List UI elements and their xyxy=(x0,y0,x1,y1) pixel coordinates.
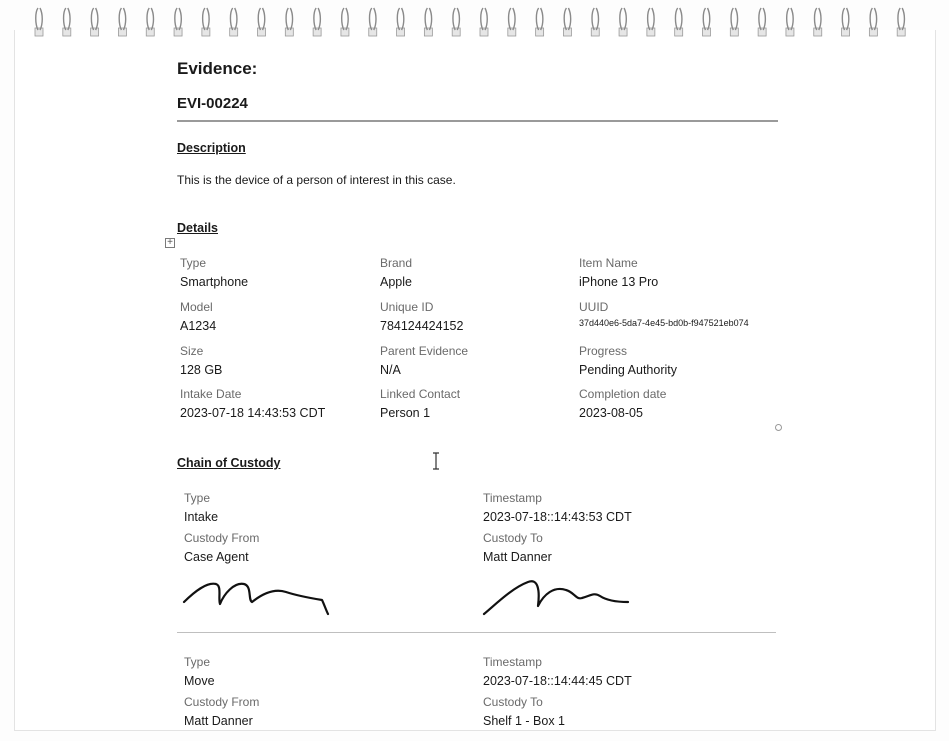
field-label: Item Name xyxy=(579,256,638,270)
field-value: Intake xyxy=(184,510,219,524)
binding-ring-icon xyxy=(563,8,571,36)
field-value: Smartphone xyxy=(180,275,249,289)
binding-ring-icon xyxy=(508,8,516,36)
field-label: Parent Evidence xyxy=(380,344,469,358)
detail-brand xyxy=(380,256,580,290)
field-value: 128 GB xyxy=(180,363,223,377)
field-value: 784124424152 xyxy=(380,319,464,333)
description-heading: Description xyxy=(177,141,246,155)
field-label: Custody From xyxy=(184,531,260,545)
detail-completion-date xyxy=(579,387,779,421)
binding-ring-icon xyxy=(480,8,488,36)
binding-ring-icon xyxy=(397,8,405,36)
field-label: Timestamp xyxy=(483,491,542,505)
document-header xyxy=(177,58,777,122)
evidence-label: Evidence: xyxy=(177,59,258,78)
field-label: Unique ID xyxy=(380,300,434,314)
binding-ring-icon xyxy=(842,8,850,36)
field-value: 2023-08-05 xyxy=(579,406,643,420)
field-label: Custody To xyxy=(483,695,543,709)
field-label: Linked Contact xyxy=(380,387,461,401)
binding-ring-icon xyxy=(536,8,544,36)
binding-ring-icon xyxy=(869,8,877,36)
detail-model xyxy=(180,300,380,334)
signature-from xyxy=(182,576,332,618)
detail-item-name xyxy=(579,256,779,290)
detail-linked-contact xyxy=(380,387,580,421)
text-cursor-icon xyxy=(430,452,442,470)
custody-2-from xyxy=(184,695,474,729)
binding-ring-icon xyxy=(369,8,377,36)
custody-1-timestamp xyxy=(483,491,773,525)
detail-uuid xyxy=(579,300,779,330)
detail-unique-id xyxy=(380,300,580,334)
binding-ring-icon xyxy=(758,8,766,36)
binding-ring-icon xyxy=(230,8,238,36)
chain-of-custody-heading: Chain of Custody xyxy=(177,456,281,470)
field-label: Completion date xyxy=(579,387,667,401)
binding-ring-icon xyxy=(619,8,627,36)
field-value: N/A xyxy=(380,363,401,377)
detail-type xyxy=(180,256,380,290)
custody-2-timestamp xyxy=(483,655,773,689)
expand-icon[interactable]: + xyxy=(165,238,175,248)
field-value: A1234 xyxy=(180,319,217,333)
custody-2-to xyxy=(483,695,773,729)
binding-ring-icon xyxy=(258,8,266,36)
field-value: 37d440e6-5da7-4e45-bd0b-f947521eb074 xyxy=(579,318,749,328)
binding-ring-icon xyxy=(647,8,655,36)
field-value: Person 1 xyxy=(380,406,431,420)
binding-ring-icon xyxy=(897,8,905,36)
binding-ring-icon xyxy=(91,8,99,36)
binding-ring-icon xyxy=(35,8,43,36)
spiral-binding xyxy=(30,4,920,40)
field-value: 2023-07-18 14:43:53 CDT xyxy=(180,406,326,420)
binding-ring-icon xyxy=(814,8,822,36)
binding-ring-icon xyxy=(118,8,126,36)
field-label: Custody From xyxy=(184,695,260,709)
signature-to xyxy=(482,576,632,618)
field-label: Timestamp xyxy=(483,655,542,669)
field-label: Custody To xyxy=(483,531,543,545)
field-label: UUID xyxy=(579,300,609,314)
binding-ring-icon xyxy=(452,8,460,36)
detail-parent-evidence xyxy=(380,344,580,378)
evidence-id: EVI-00224 xyxy=(177,95,248,112)
binding-ring-icon xyxy=(591,8,599,36)
field-value: Move xyxy=(184,674,215,688)
details-heading: Details xyxy=(177,221,218,235)
field-value: iPhone 13 Pro xyxy=(579,275,659,289)
binding-ring-icon xyxy=(424,8,432,36)
detail-progress xyxy=(579,344,779,378)
detail-size xyxy=(180,344,380,378)
binding-ring-icon xyxy=(675,8,683,36)
field-label: Type xyxy=(180,256,207,270)
binding-ring-icon xyxy=(146,8,154,36)
binding-ring-icon xyxy=(285,8,293,36)
custody-1-from xyxy=(184,531,474,565)
binding-ring-icon xyxy=(730,8,738,36)
binding-ring-icon xyxy=(703,8,711,36)
custody-divider xyxy=(177,632,776,633)
field-value: Apple xyxy=(380,275,412,289)
binding-ring-icon xyxy=(202,8,210,36)
field-label: Brand xyxy=(380,256,413,270)
binding-ring-icon xyxy=(786,8,794,36)
field-value: Matt Danner xyxy=(184,714,253,728)
custody-1-to xyxy=(483,531,773,565)
binding-ring-icon xyxy=(63,8,71,36)
binding-ring-icon xyxy=(341,8,349,36)
field-label: Intake Date xyxy=(180,387,242,401)
binding-ring-icon xyxy=(174,8,182,36)
field-value: Shelf 1 - Box 1 xyxy=(483,714,565,728)
custody-1-type xyxy=(184,491,474,525)
field-label: Type xyxy=(184,655,211,669)
custody-2-type xyxy=(184,655,474,689)
binding-ring-icon xyxy=(313,8,321,36)
field-label: Model xyxy=(180,300,213,314)
field-value: Pending Authority xyxy=(579,363,677,377)
field-value: Matt Danner xyxy=(483,550,552,564)
field-value: Case Agent xyxy=(184,550,249,564)
header-divider xyxy=(177,120,778,122)
resize-handle-icon[interactable] xyxy=(775,424,782,431)
paper-sheet xyxy=(14,30,936,731)
description-text: This is the device of a person of interest in this case. xyxy=(177,173,456,187)
field-value: 2023-07-18::14:43:53 CDT xyxy=(483,510,632,524)
field-value: 2023-07-18::14:44:45 CDT xyxy=(483,674,632,688)
detail-intake-date xyxy=(180,387,380,421)
field-label: Size xyxy=(180,344,204,358)
field-label: Progress xyxy=(579,344,628,358)
field-label: Type xyxy=(184,491,211,505)
